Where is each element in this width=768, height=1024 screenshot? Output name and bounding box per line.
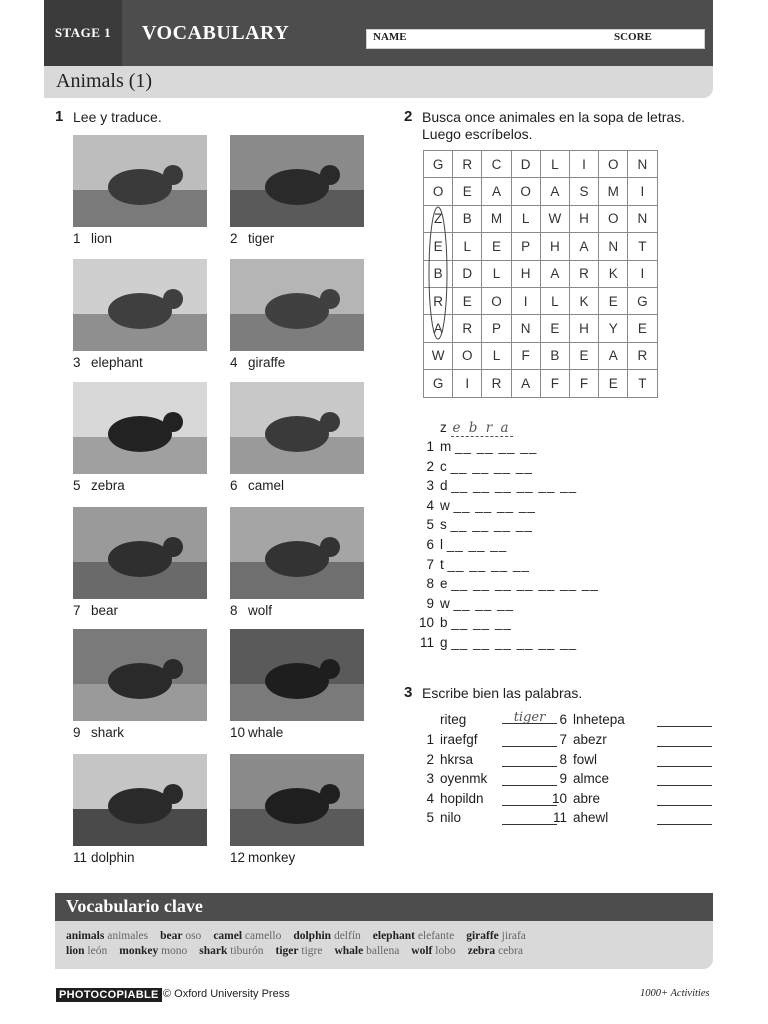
item-number: 1 (426, 439, 434, 454)
example-handwritten: e b r a (452, 420, 511, 436)
grid-cell[interactable]: R (424, 287, 453, 314)
scrambled-word-item (549, 710, 625, 729)
caption-number: 10 (230, 725, 246, 740)
grid-cell[interactable]: E (628, 315, 657, 342)
scrambled-word-item (549, 750, 597, 769)
caption-number: 4 (230, 355, 238, 370)
blank-word-item[interactable] (416, 613, 512, 632)
item-number: 11 (419, 635, 434, 650)
caption-shark (73, 725, 124, 740)
caption-number: 1 (73, 231, 81, 246)
first-letter: b (440, 615, 448, 631)
caption-camel (230, 478, 284, 493)
grid-cell[interactable]: O (424, 178, 453, 205)
vocab-spanish: jirafa (501, 930, 526, 942)
vocab-clave-title: Vocabulario clave (66, 896, 203, 916)
caption-wolf (230, 603, 272, 618)
vocab-english: wolf (411, 945, 433, 957)
grid-cell[interactable]: K (599, 260, 628, 287)
scrambled-word-item (416, 730, 478, 749)
photo-zebra (73, 382, 207, 474)
exercise-2-instruction: Busca once animales en la sopa de letras. (422, 109, 686, 125)
item-number: 6 (559, 712, 567, 727)
grid-cell[interactable]: H (540, 233, 569, 260)
grid-cell[interactable]: Y (599, 315, 628, 342)
vocab-english: camel (213, 930, 243, 942)
item-number: 7 (559, 732, 567, 747)
vocab-spanish: animales (107, 930, 149, 942)
grid-cell[interactable]: B (540, 342, 569, 369)
caption-lion (73, 231, 112, 246)
caption-elephant (73, 355, 143, 370)
blank-word-item[interactable] (416, 594, 514, 613)
grid-cell[interactable]: E (599, 370, 628, 397)
scrambled-word-item (416, 808, 461, 827)
grid-cell[interactable]: H (511, 260, 540, 287)
grid-cell[interactable]: F (511, 342, 540, 369)
grid-cell[interactable]: I (511, 287, 540, 314)
grid-cell[interactable]: A (482, 178, 511, 205)
scrambled-word: abre (573, 790, 601, 806)
grid-cell[interactable]: N (511, 315, 540, 342)
answer-line[interactable] (657, 752, 712, 767)
grid-cell[interactable]: A (424, 315, 453, 342)
caption-monkey (230, 850, 295, 865)
grid-row (424, 315, 658, 342)
grid-cell[interactable]: T (628, 233, 657, 260)
grid-cell[interactable]: S (569, 178, 598, 205)
answer-line[interactable] (657, 771, 712, 786)
letter-blanks: __ __ __ (446, 537, 508, 552)
grid-cell[interactable]: E (599, 287, 628, 314)
grid-row (424, 151, 658, 178)
exercise-1-instruction: Lee y traduce. (73, 109, 162, 125)
caption-word: tiger (248, 231, 275, 246)
grid-row (424, 205, 658, 232)
grid-cell[interactable]: A (599, 342, 628, 369)
blank-word-item[interactable] (416, 515, 533, 534)
photo-monkey (230, 754, 364, 846)
item-number: 3 (426, 771, 434, 786)
scrambled-word: hopildn (440, 790, 484, 806)
photo-dolphin (73, 754, 207, 846)
vocab-spanish: tiburón (230, 945, 264, 957)
grid-cell[interactable]: W (540, 205, 569, 232)
grid-cell[interactable]: L (540, 151, 569, 178)
grid-cell[interactable]: D (511, 151, 540, 178)
vocab-english: lion (66, 945, 85, 957)
letter-blanks: __ __ __ __ (453, 497, 536, 513)
scrambled-word-item (416, 769, 487, 788)
grid-cell[interactable]: N (628, 151, 657, 178)
grid-cell[interactable]: Z (424, 205, 453, 232)
blank-word-item[interactable] (416, 555, 530, 574)
first-letter: c (440, 458, 447, 474)
item-number: 2 (426, 751, 434, 767)
scrambled-word-item (416, 750, 473, 769)
grid-cell[interactable]: B (424, 260, 453, 287)
caption-number: 11 (73, 850, 88, 865)
caption-number: 7 (73, 603, 81, 618)
publisher-credit: © Oxford University Press (163, 988, 290, 1000)
caption-number: 12 (230, 850, 246, 865)
caption-number: 8 (230, 603, 238, 618)
grid-cell[interactable]: O (453, 342, 482, 369)
vocab-spanish: elefante (417, 930, 455, 942)
caption-word: elephant (91, 355, 143, 370)
item-number: 4 (426, 790, 434, 806)
blank-word-item[interactable] (416, 574, 599, 593)
caption-word: zebra (91, 478, 125, 493)
grid-cell[interactable]: E (424, 233, 453, 260)
grid-cell[interactable]: O (599, 205, 628, 232)
first-letter: w (440, 595, 450, 611)
photocopiable-badge: PHOTOCOPIABLE (56, 988, 162, 1002)
grid-cell[interactable]: I (628, 260, 657, 287)
vocab-spanish: cebra (498, 945, 523, 957)
grid-cell[interactable]: G (628, 287, 657, 314)
scrambled-word: almce (573, 771, 610, 786)
scrambled-word-item (549, 808, 608, 827)
vocab-clave-line-1 (66, 930, 538, 942)
item-number: 1 (426, 732, 434, 747)
vocab-clave-header (55, 893, 713, 921)
caption-number: 9 (73, 725, 81, 740)
page-subtitle: Animals (1) (56, 70, 153, 92)
first-letter: g (440, 635, 448, 650)
grid-cell[interactable]: O (511, 178, 540, 205)
blank-word-item[interactable] (416, 437, 537, 456)
exercise-2-number: 2 (404, 108, 413, 125)
vocab-clave-line-2 (66, 945, 535, 957)
caption-word: giraffe (248, 355, 286, 370)
answer-line[interactable] (657, 732, 712, 747)
item-number: 8 (426, 576, 434, 592)
exercise-3-instruction: Escribe bien las palabras. (422, 685, 583, 701)
caption-tiger (230, 231, 274, 246)
vocab-spanish: oso (185, 930, 202, 942)
caption-zebra (73, 478, 125, 493)
example-first-letter: z (440, 420, 447, 435)
grid-cell[interactable]: I (628, 178, 657, 205)
stage-label: STAGE 1 (44, 0, 122, 66)
letter-blanks: __ __ __ __ (450, 458, 533, 474)
item-number: 2 (426, 458, 434, 474)
caption-word: shark (91, 725, 125, 740)
scrambled-word: fowl (573, 751, 598, 767)
grid-cell[interactable]: A (511, 370, 540, 397)
first-letter: d (440, 478, 448, 494)
caption-bear (73, 603, 118, 618)
grid-cell[interactable]: L (511, 205, 540, 232)
vocab-spanish: mono (161, 945, 188, 957)
grid-cell[interactable]: E (540, 315, 569, 342)
vocab-english: tiger (275, 945, 299, 957)
item-number: 11 (552, 810, 567, 825)
photo-shark (73, 629, 207, 721)
grid-cell[interactable]: L (482, 342, 511, 369)
grid-row (424, 260, 658, 287)
first-letter: l (440, 537, 443, 552)
grid-cell[interactable]: D (453, 260, 482, 287)
caption-whale (230, 725, 283, 740)
grid-cell[interactable]: I (453, 370, 482, 397)
vocab-english: animals (66, 930, 105, 942)
item-number: 10 (551, 790, 567, 806)
answer-line[interactable] (657, 712, 712, 727)
vocab-spanish: ballena (366, 945, 400, 957)
grid-cell[interactable]: G (424, 151, 453, 178)
answer-line[interactable] (657, 791, 712, 806)
item-number: 10 (418, 615, 434, 631)
caption-word: lion (91, 231, 113, 246)
grid-cell[interactable]: E (453, 178, 482, 205)
grid-cell[interactable]: R (569, 260, 598, 287)
grid-row (424, 370, 658, 397)
grid-cell[interactable]: F (540, 370, 569, 397)
photo-camel (230, 382, 364, 474)
first-letter: e (440, 576, 448, 592)
caption-number: 2 (230, 231, 238, 246)
example-word (440, 418, 513, 437)
item-number: 9 (559, 771, 567, 786)
caption-number: 3 (73, 355, 81, 370)
grid-cell[interactable]: T (628, 370, 657, 397)
photo-giraffe (230, 259, 364, 351)
grid-cell[interactable]: G (424, 370, 453, 397)
grid-cell[interactable]: M (599, 178, 628, 205)
scrambled-word: oyenmk (440, 771, 488, 786)
grid-cell[interactable]: R (453, 151, 482, 178)
letter-blanks: __ __ __ __ __ __ __ (451, 576, 599, 592)
grid-cell[interactable]: E (569, 342, 598, 369)
grid-row (424, 178, 658, 205)
grid-cell[interactable]: R (453, 315, 482, 342)
first-letter: s (440, 517, 447, 533)
scrambled-word: abezr (573, 732, 607, 747)
scrambled-word: ahewl (573, 810, 609, 825)
zebra-circle-mark (423, 203, 453, 343)
grid-cell[interactable]: E (482, 233, 511, 260)
caption-word: camel (248, 478, 285, 493)
grid-row (424, 342, 658, 369)
item-number: 7 (426, 556, 434, 572)
letter-blanks: __ __ __ (451, 615, 512, 631)
photo-whale (230, 629, 364, 721)
caption-dolphin (73, 850, 135, 865)
ex3-example-answer: tiger (513, 710, 546, 725)
letter-blanks: __ __ __ __ (450, 517, 533, 533)
scrambled-word: iraefgf (440, 732, 478, 747)
grid-cell[interactable]: N (599, 233, 628, 260)
photo-tiger (230, 135, 364, 227)
scrambled-word-item (416, 789, 484, 808)
scrambled-word-item (549, 769, 609, 788)
photo-elephant (73, 259, 207, 351)
letter-blanks: __ __ __ __ (447, 556, 530, 572)
vocab-spanish: delfín (333, 930, 361, 942)
letter-blanks: __ __ __ __ __ __ (451, 635, 578, 650)
grid-cell[interactable]: C (482, 151, 511, 178)
vocab-spanish: tigre (301, 945, 323, 957)
blank-word-item[interactable] (416, 496, 536, 515)
photo-bear (73, 507, 207, 599)
grid-cell[interactable]: E (453, 287, 482, 314)
item-number: 6 (426, 537, 434, 552)
item-number: 9 (426, 595, 434, 611)
grid-cell[interactable]: A (540, 260, 569, 287)
first-letter: t (440, 556, 444, 572)
blank-word-item[interactable] (416, 476, 577, 495)
first-letter: m (440, 439, 452, 454)
activities-credit: 1000+ Activities (640, 988, 710, 999)
grid-cell[interactable]: F (569, 370, 598, 397)
caption-word: bear (91, 603, 119, 618)
letter-blanks: __ __ __ __ (455, 439, 538, 454)
exercise-2-instruction-2: Luego escríbelos. (422, 126, 533, 142)
answer-line[interactable] (657, 810, 712, 825)
vocab-spanish: lobo (435, 945, 456, 957)
vocab-english: dolphin (293, 930, 332, 942)
vocab-spanish: león (87, 945, 108, 957)
item-number: 8 (559, 751, 567, 767)
scrambled-word-item (549, 789, 600, 808)
ex3-example-word: riteg (440, 712, 467, 727)
grid-cell[interactable]: L (453, 233, 482, 260)
grid-cell[interactable]: A (569, 233, 598, 260)
grid-cell[interactable]: N (628, 205, 657, 232)
exercise-3-number: 3 (404, 684, 413, 701)
grid-cell[interactable]: H (569, 205, 598, 232)
caption-word: whale (248, 725, 284, 740)
name-score-field[interactable] (366, 29, 705, 49)
scrambled-word: lnhetepa (573, 712, 625, 727)
first-letter: w (440, 497, 450, 513)
vocab-english: whale (334, 945, 364, 957)
grid-cell[interactable]: W (424, 342, 453, 369)
grid-cell[interactable]: P (511, 233, 540, 260)
grid-cell[interactable]: O (599, 151, 628, 178)
grid-cell[interactable]: A (540, 178, 569, 205)
vocab-english: elephant (372, 930, 415, 942)
vocab-spanish: camello (244, 930, 282, 942)
caption-number: 5 (73, 478, 81, 493)
caption-number: 6 (230, 478, 238, 493)
caption-giraffe (230, 355, 285, 370)
vocab-english: monkey (119, 945, 159, 957)
blank-word-item[interactable] (416, 535, 507, 554)
scrambled-word: nilo (440, 810, 462, 825)
vocab-english: zebra (467, 945, 496, 957)
grid-cell[interactable]: P (482, 315, 511, 342)
grid-cell[interactable]: R (628, 342, 657, 369)
grid-cell[interactable]: R (482, 370, 511, 397)
vocab-english: giraffe (466, 930, 499, 942)
score-label: SCORE (614, 31, 652, 43)
scrambled-word: hkrsa (440, 751, 474, 767)
photo-lion (73, 135, 207, 227)
word-search-grid (423, 150, 658, 398)
scrambled-word-item (549, 730, 607, 749)
item-number: 5 (426, 810, 434, 825)
page-title: VOCABULARY (142, 22, 290, 44)
grid-cell[interactable]: L (482, 260, 511, 287)
photo-wolf (230, 507, 364, 599)
grid-cell[interactable]: B (453, 205, 482, 232)
letter-blanks: __ __ __ (453, 595, 515, 611)
name-label: NAME (373, 31, 407, 43)
blank-word-item[interactable] (416, 633, 577, 652)
caption-word: dolphin (91, 850, 135, 865)
grid-cell[interactable]: I (569, 151, 598, 178)
caption-word: monkey (248, 850, 296, 865)
letter-blanks: __ __ __ __ __ __ (451, 478, 578, 494)
blank-word-item[interactable] (416, 457, 533, 476)
vocab-english: bear (160, 930, 183, 942)
caption-word: wolf (248, 603, 273, 618)
vocab-english: shark (199, 945, 228, 957)
grid-cell[interactable]: H (569, 315, 598, 342)
grid-row (424, 233, 658, 260)
grid-row (424, 287, 658, 314)
grid-cell[interactable]: L (540, 287, 569, 314)
grid-cell[interactable]: O (482, 287, 511, 314)
item-number: 4 (426, 497, 434, 513)
grid-cell[interactable]: M (482, 205, 511, 232)
grid-cell[interactable]: K (569, 287, 598, 314)
item-number: 3 (426, 478, 434, 494)
item-number: 5 (426, 517, 434, 533)
exercise-1-number: 1 (55, 108, 64, 125)
